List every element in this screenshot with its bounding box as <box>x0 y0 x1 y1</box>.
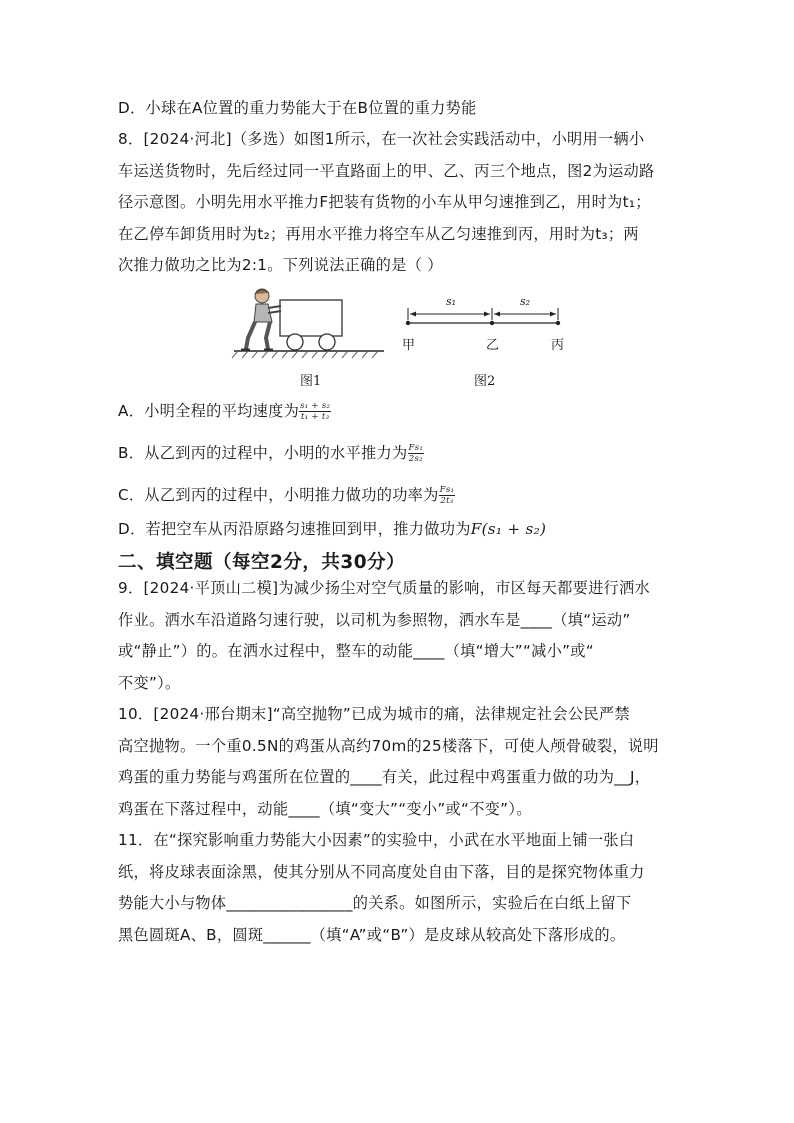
figure-2-caption: 图2 <box>474 374 496 389</box>
option-a-text: A．小明全程的平均速度为 <box>118 402 300 420</box>
q8-line-5: 次推力做功之比为2:1。下列说法正确的是（ ） <box>118 256 443 274</box>
q11-line-2: 纸，将皮球表面涂黑，使其分别从不同高度处自由下落，目的是探究物体重力 <box>118 862 645 881</box>
figure-1-cart-illustration <box>232 289 384 358</box>
q11-line-1: 11．在“探究影响重力势能大小因素”的实验中，小武在水平地面上铺一张白 <box>118 831 635 849</box>
question-8 <box>118 124 678 282</box>
q8-option-b <box>118 442 424 464</box>
q9-line-2: 作业。洒水车沿道路匀速行驶，以司机为参照物，洒水车是____（填“运动” <box>118 610 631 629</box>
option-d-text: D．若把空车从丙沿原路匀速推回到甲，推力做功为 <box>118 520 471 538</box>
option-d-previous-text: D．小球在A位置的重力势能大于在B位置的重力势能 <box>118 99 477 117</box>
option-b-fraction <box>408 443 425 464</box>
label-s2: s₂ <box>520 295 531 308</box>
question-9 <box>118 573 678 699</box>
q8-line-1: 8．[2024·河北]（多选）如图1所示，在一次社会实践活动中，小明用一辆小 <box>118 130 645 148</box>
q8-figure <box>228 286 588 396</box>
point-yi-label: 乙 <box>486 338 500 353</box>
q9-line-3: 或“静止”）的。在洒水过程中，整车的动能____（填“增大”“减小”或“ <box>118 642 594 660</box>
option-a-numerator: s₁ + s₂ <box>300 401 331 411</box>
q8-option-d <box>118 518 546 539</box>
option-b-text: B．从乙到丙的过程中，小明的水平推力为 <box>118 444 408 462</box>
option-c-fraction <box>439 485 456 506</box>
option-d-expression: F(s₁ + s₂) <box>470 520 547 538</box>
question-11 <box>118 825 678 951</box>
option-c-denominator: 2t₃ <box>440 496 454 506</box>
option-c-text: C．从乙到丙的过程中，小明推力做功的功率为 <box>118 486 439 504</box>
q8-line-3: 径示意图。小明先用水平推力F把装有货物的小车从甲匀速推到乙，用时为t₁； <box>118 193 651 211</box>
option-c-numerator: Fs₁ <box>439 485 455 495</box>
q8-line-2: 车运送货物时，先后经过同一平直路面上的甲、乙、丙三个地点，图2为运动路 <box>118 161 655 180</box>
point-jia-label: 甲 <box>402 338 416 353</box>
question-10 <box>118 699 678 825</box>
q11-line-3: 势能大小与物体________________的关系。如图所示，实验后在白纸上留下 <box>118 894 632 912</box>
q10-line-2: 高空抛物。一个重0.5N的鸡蛋从高约70m的25楼落下，可使人颅骨破裂，说明 <box>118 736 659 755</box>
q8-option-c <box>118 484 455 506</box>
option-b-numerator: Fs₁ <box>408 443 424 453</box>
figure-2-path-diagram <box>406 308 560 325</box>
figure-1-caption: 图1 <box>300 374 322 389</box>
q9-line-1: 9．[2024·平顶山二模]为减少扬尘对空气质量的影响，市区每天都要进行洒水 <box>118 579 651 597</box>
option-a-fraction <box>299 401 331 422</box>
q11-line-4: 黑色圆斑A、B，圆斑______（填“A”或“B”）是皮球从较高处下落形成的。 <box>118 925 626 944</box>
label-s1: s₁ <box>446 295 457 308</box>
q10-line-4: 鸡蛋在下落过程中，动能____（填“变大”“变小”或“不变”）。 <box>118 799 532 818</box>
q10-line-1: 10．[2024·邢台期末]“高空抛物”已成为城市的痛，法律规定社会公民严禁 <box>118 705 630 723</box>
q8-option-a <box>118 400 331 422</box>
section-2-heading: 二、填空题（每空2分，共30分） <box>118 552 406 573</box>
option-a-denominator: t₁ + t₃ <box>301 412 330 422</box>
point-bing-label: 丙 <box>551 338 565 353</box>
q10-line-3: 鸡蛋的重力势能与鸡蛋所在位置的____有关，此过程中鸡蛋重力做的功为__J， <box>118 768 651 786</box>
option-b-denominator: 2s₂ <box>408 454 423 464</box>
q8-line-4: 在乙停车卸货用时为t₂；再用水平推力将空车从乙匀速推到丙，用时为t₃；两 <box>118 224 639 243</box>
q9-line-4: 不变”）。 <box>118 673 181 692</box>
option-d-previous <box>118 93 678 125</box>
